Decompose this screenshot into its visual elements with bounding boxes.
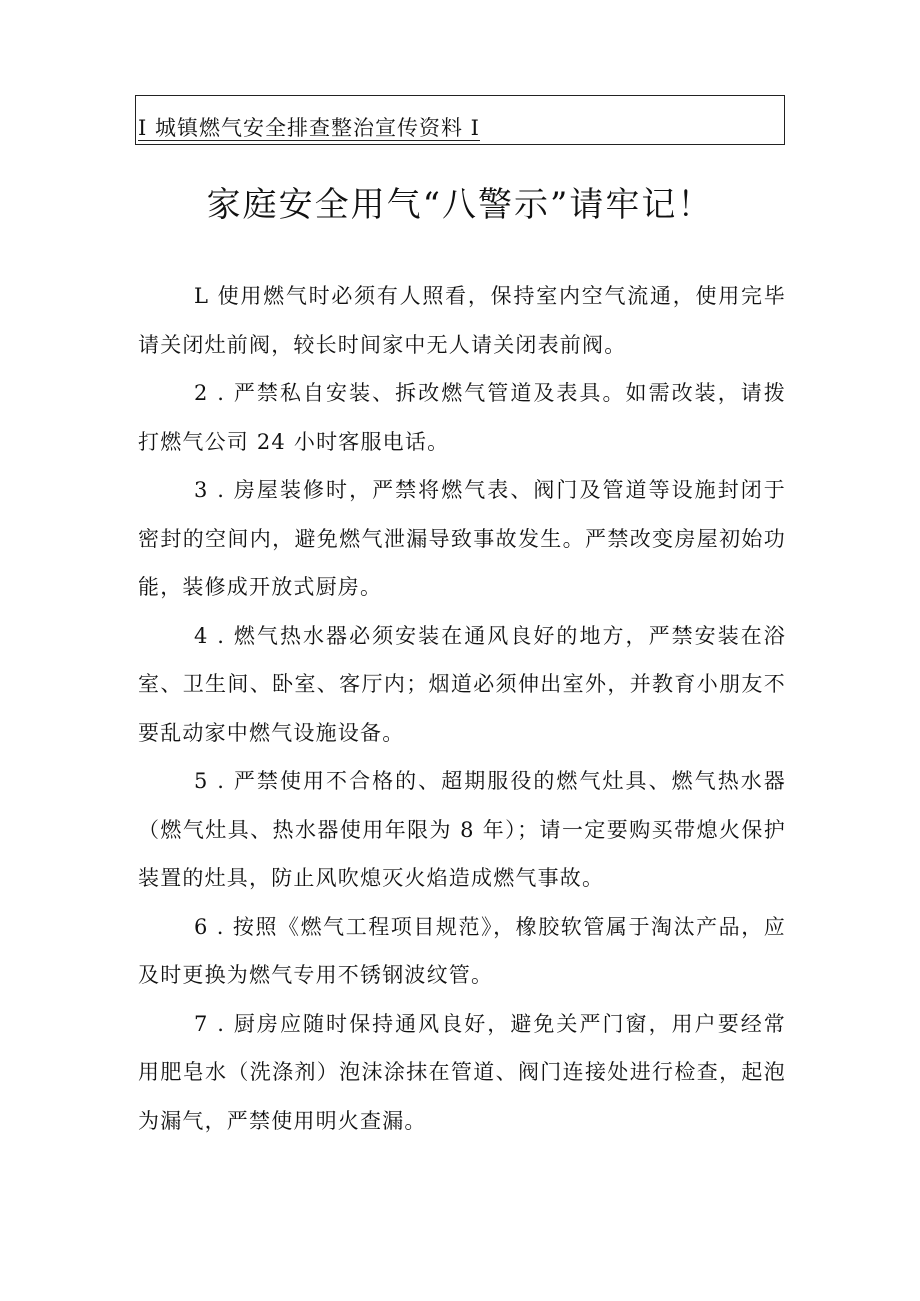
header-box (135, 95, 785, 145)
paragraph-5: 5 . 严禁使用不合格的、超期服役的燃气灶具、燃气热水器（燃气灶具、热水器使用年限为 8 年）；请一定要购买带熄火保护装置的灶具，防止风吹熄灭火焰造成燃气事故。 (138, 769, 786, 890)
header-label: I 城镇燃气安全排查整治宣传资料 I (138, 116, 480, 140)
page-title: 家庭安全用气“八警示”请牢记！ (206, 185, 714, 225)
paragraph-1: L 使用燃气时必须有人照看，保持室内空气流通，使用完毕请关闭灶前阀，较长时间家中无人请关闭表前阀。 (138, 284, 786, 357)
body-text (138, 272, 786, 1145)
paragraph-6: 6 . 按照《燃气工程项目规范》，橡胶软管属于淘汰产品，应及时更换为燃气专用不锈钢波纹管。 (138, 914, 786, 987)
paragraph-7: 7 . 厨房应随时保持通风良好，避免关严门窗，用户要经常用肥皂水（洗涤剂）泡沫涂抹在管道、阀门连接处进行检查，起泡为漏气，严禁使用明火查漏。 (138, 1011, 786, 1133)
paragraph-2: 2 . 严禁私自安装、拆改燃气管道及表具。如需改装，请拨打燃气公司 24 小时客服电话。 (138, 381, 786, 454)
paragraph-3: 3 . 房屋装修时，严禁将燃气表、阀门及管道等设施封闭于密封的空间内，避免燃气泄漏导致事故发生。严禁改变房屋初始功能，装修成开放式厨房。 (138, 478, 786, 599)
paragraph-4: 4 . 燃气热水器必须安装在通风良好的地方，严禁安装在浴室、卫生间、卧室、客厅内；烟道必须伸出室外，并教育小朋友不要乱动家中燃气设施设备。 (138, 623, 786, 745)
